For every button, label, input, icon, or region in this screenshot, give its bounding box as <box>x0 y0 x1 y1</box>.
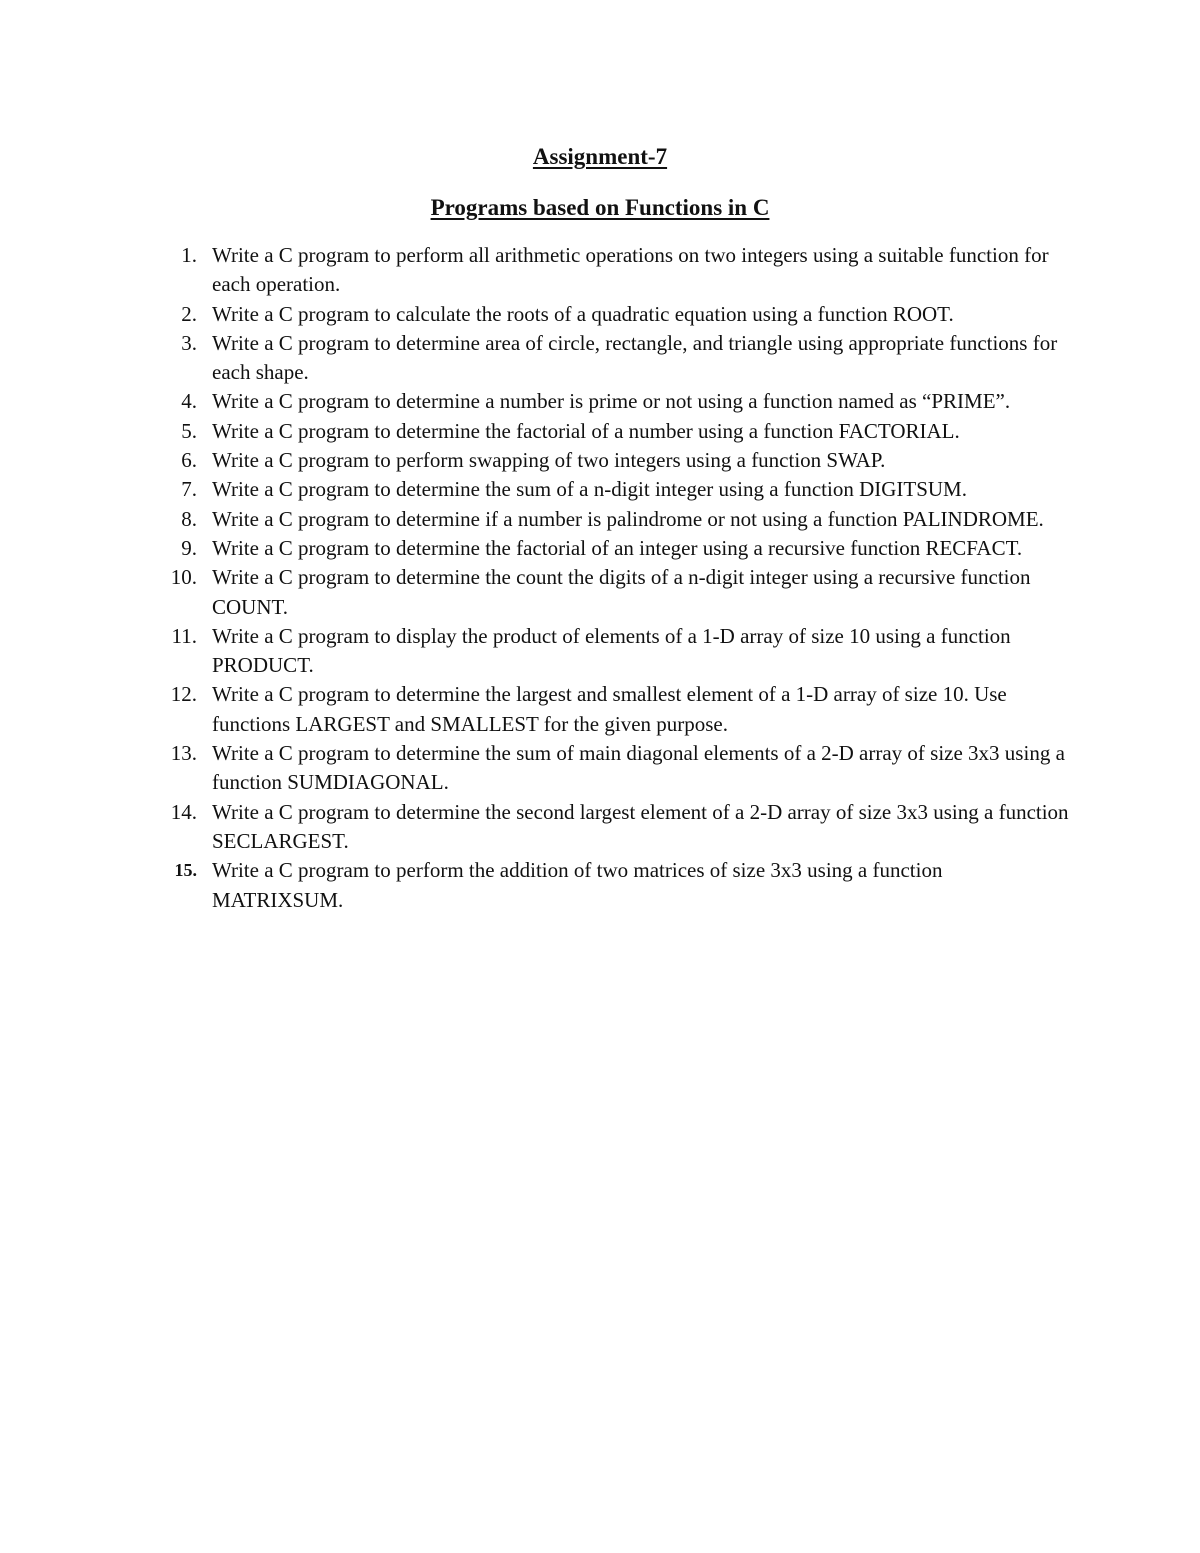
list-item <box>0 329 1200 388</box>
item-text: Write a C program to determine the second largest element of a 2-D array of size 3x3 using a function SECLARGEST. <box>212 799 1069 853</box>
item-text: Write a C program to determine the sum of main diagonal elements of a 2-D array of size 3x3 using a function SUMDIAGONAL. <box>212 741 1065 795</box>
item-number: 3. <box>181 330 197 355</box>
item-text: Write a C program to determine the sum of a n-digit integer using a function DIGITSUM. <box>212 477 967 502</box>
item-number: 4. <box>181 389 197 414</box>
list-item <box>0 475 1200 504</box>
item-number: 12. <box>170 682 197 707</box>
program-list <box>0 241 1200 915</box>
item-text: Write a C program to determine a number is prime or not using a function named as “PRIME”. <box>212 389 1011 414</box>
list-item <box>0 417 1200 446</box>
list-item <box>0 680 1200 739</box>
list-item <box>0 739 1200 798</box>
item-text: Write a C program to determine the count the digits of a n-digit integer using a recursive function COUNT. <box>212 565 1031 619</box>
item-number: 13. <box>170 741 197 766</box>
list-item <box>0 387 1200 416</box>
item-text: Write a C program to determine the largest and smallest element of a 1-D array of size 10. Use functions LARGEST and SMALLEST for the given purpose. <box>212 682 1007 736</box>
list-item <box>0 798 1200 857</box>
list-item <box>0 505 1200 534</box>
item-number: 15. <box>174 860 197 881</box>
list-item <box>0 563 1200 622</box>
list-item <box>0 856 1200 915</box>
item-number: 2. <box>181 301 197 326</box>
item-text: Write a C program to display the product of elements of a 1-D array of size 10 using a function PRODUCT. <box>212 623 1011 678</box>
item-text: Write a C program to determine area of circle, rectangle, and triangle using appropriate functions for each shape. <box>212 330 1058 385</box>
item-number: 11. <box>171 623 197 648</box>
item-text: Write a C program to determine the factorial of an integer using a recursive function RECFACT. <box>212 535 1023 560</box>
list-item <box>0 622 1200 681</box>
item-number: 10. <box>170 565 197 590</box>
item-number: 6. <box>181 448 197 473</box>
item-number: 1. <box>181 243 197 267</box>
item-text: Write a C program to perform swapping of two integers using a function SWAP. <box>212 448 886 473</box>
item-number: 9. <box>181 535 197 560</box>
list-item <box>0 241 1200 300</box>
list-item <box>0 446 1200 475</box>
item-number: 7. <box>181 477 197 502</box>
list-item <box>0 534 1200 563</box>
item-number: 14. <box>170 799 197 824</box>
item-text: Write a C program to perform the addition of two matrices of size 3x3 using a function MATRIXSUM. <box>212 858 943 912</box>
item-text: Write a C program to perform all arithmetic operations on two integers using a suitable function for each operation. <box>212 243 1049 297</box>
item-number: 5. <box>181 418 197 443</box>
assignment-title: Assignment-7 <box>532 144 668 169</box>
item-text: Write a C program to determine if a number is palindrome or not using a function PALINDROME. <box>212 506 1044 531</box>
assignment-subtitle: Programs based on Functions in C <box>430 195 770 220</box>
item-text: Write a C program to determine the factorial of a number using a function FACTORIAL. <box>212 418 960 443</box>
item-text: Write a C program to calculate the roots of a quadratic equation using a function ROOT. <box>212 301 954 326</box>
list-item <box>0 300 1200 329</box>
item-number: 8. <box>181 506 197 531</box>
